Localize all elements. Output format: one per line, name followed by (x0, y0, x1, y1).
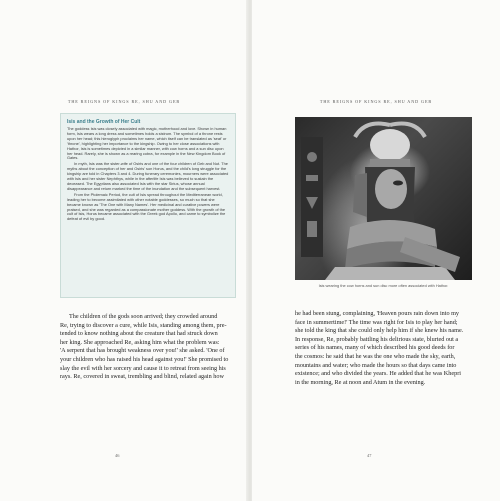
text-line: series of his names, many of which described his good deeds for (295, 344, 455, 352)
right-body-text (295, 310, 471, 387)
text-line: Re, trying to discover a cure, while Isis, standing among them, pre- (60, 321, 227, 329)
relief-illustration (295, 117, 472, 280)
page-number-right: 47 (367, 453, 372, 458)
right-page (252, 0, 500, 501)
isis-relief-photo (295, 117, 472, 280)
text-line: her king. She approached Re, asking him what the problem was: (60, 338, 220, 346)
text-line: tended to know nothing about the creature that had struck down (60, 330, 218, 338)
text-line: In response, Re, probably battling his delirious state, blurted out a (295, 335, 459, 343)
left-page (0, 0, 248, 501)
left-body-text (60, 313, 236, 382)
running-head-left: THE REIGNS OF KINGS RE, SHU AND GEB (67, 99, 181, 104)
sidebar-title: Isis and the Growth of Her Cult (67, 119, 141, 125)
text-line: the cosmos: he said that he was the one who made the sky, earth, (295, 352, 456, 360)
text-line: slay the evil with her sorcery and cause it to retreat from seeing his (60, 364, 226, 372)
sidebar-paragraph: From the Ptolemaic Period, the cult of Isis spread throughout the Mediterranean world, leading her to become assimilated with other notable goddesses, so much so that she became known as 'The One with Many Names'. Her medicinal and curative powers were praised, and she was regarded as a compassionate mother goddess. With the growth of the cult of Isis, Horus became associated with the Greek god Apollo, and came to symbolize the defeat of evil by good. (67, 191, 226, 222)
sidebar-paragraph: The goddess Isis was closely associated with magic, motherhood and love. Shown in human form, Isis wears a long dress and sometimes holds a sistrum. The symbol of a throne rests upon her head; this hieroglyph proclaims her name, which itself can be translated as 'seat' or 'throne', highlighting her importance to the kingship. Owing to her close associations with Hathor, Isis is sometimes depicted in a similar manner, with cow horns and a sun disc upon her head. Rarely, she is shown as a rearing cobra, for example in the New Kingdom Book of Gates. (67, 126, 227, 161)
text-line: existence; and who divided the years. He added that he was Khepri (295, 370, 461, 378)
text-line: The children of the gods soon arrived; they crowded around (69, 313, 218, 320)
page-number-left: 46 (115, 453, 120, 458)
photo-caption: Isis wearing the cow horns and sun disc more often associated with Hathor. (318, 283, 449, 288)
text-line: in the morning, Re at noon and Atum in the evening. (295, 378, 426, 386)
text-line: he had been stung, complaining, 'Heaven pours rain down into my (295, 310, 460, 317)
sidebar-box (60, 113, 236, 298)
text-line: mountains and water; who made the hours so that days came into (295, 361, 457, 369)
text-line: your children who has raised his head against you!' She promised to (60, 355, 229, 363)
text-line: 'A serpent that has brought weakness over you!' she asked. 'One of (60, 347, 225, 355)
running-head-right: THE REIGNS OF KINGS RE, SHU AND GEB (319, 99, 433, 104)
text-line: rays. Re, covered in sweat, trembling and blind, related again how (60, 373, 224, 381)
text-line: she told the king that she could only help him if she knew his name. (295, 327, 464, 335)
text-line: face in summertime!' The time was right for Isis to play her hand; (295, 318, 458, 326)
sidebar-paragraph: In myth, Isis was the sister-wife of Osiris and one of the four children of Geb and Nut. The myths about the conception of her and Osiris' son Horus, and the child's long struggle for the kingship are told in Chapters 3 and 4. During funerary ceremonies, mourners were associated with Isis and her sister Nephthys, while in the afterlife Isis was believed to sustain the deceased. The Egyptians also associated Isis with the star Sirius, whose annual disappearance and return marked the time of the inundation and the subsequent harvest. (67, 161, 229, 191)
